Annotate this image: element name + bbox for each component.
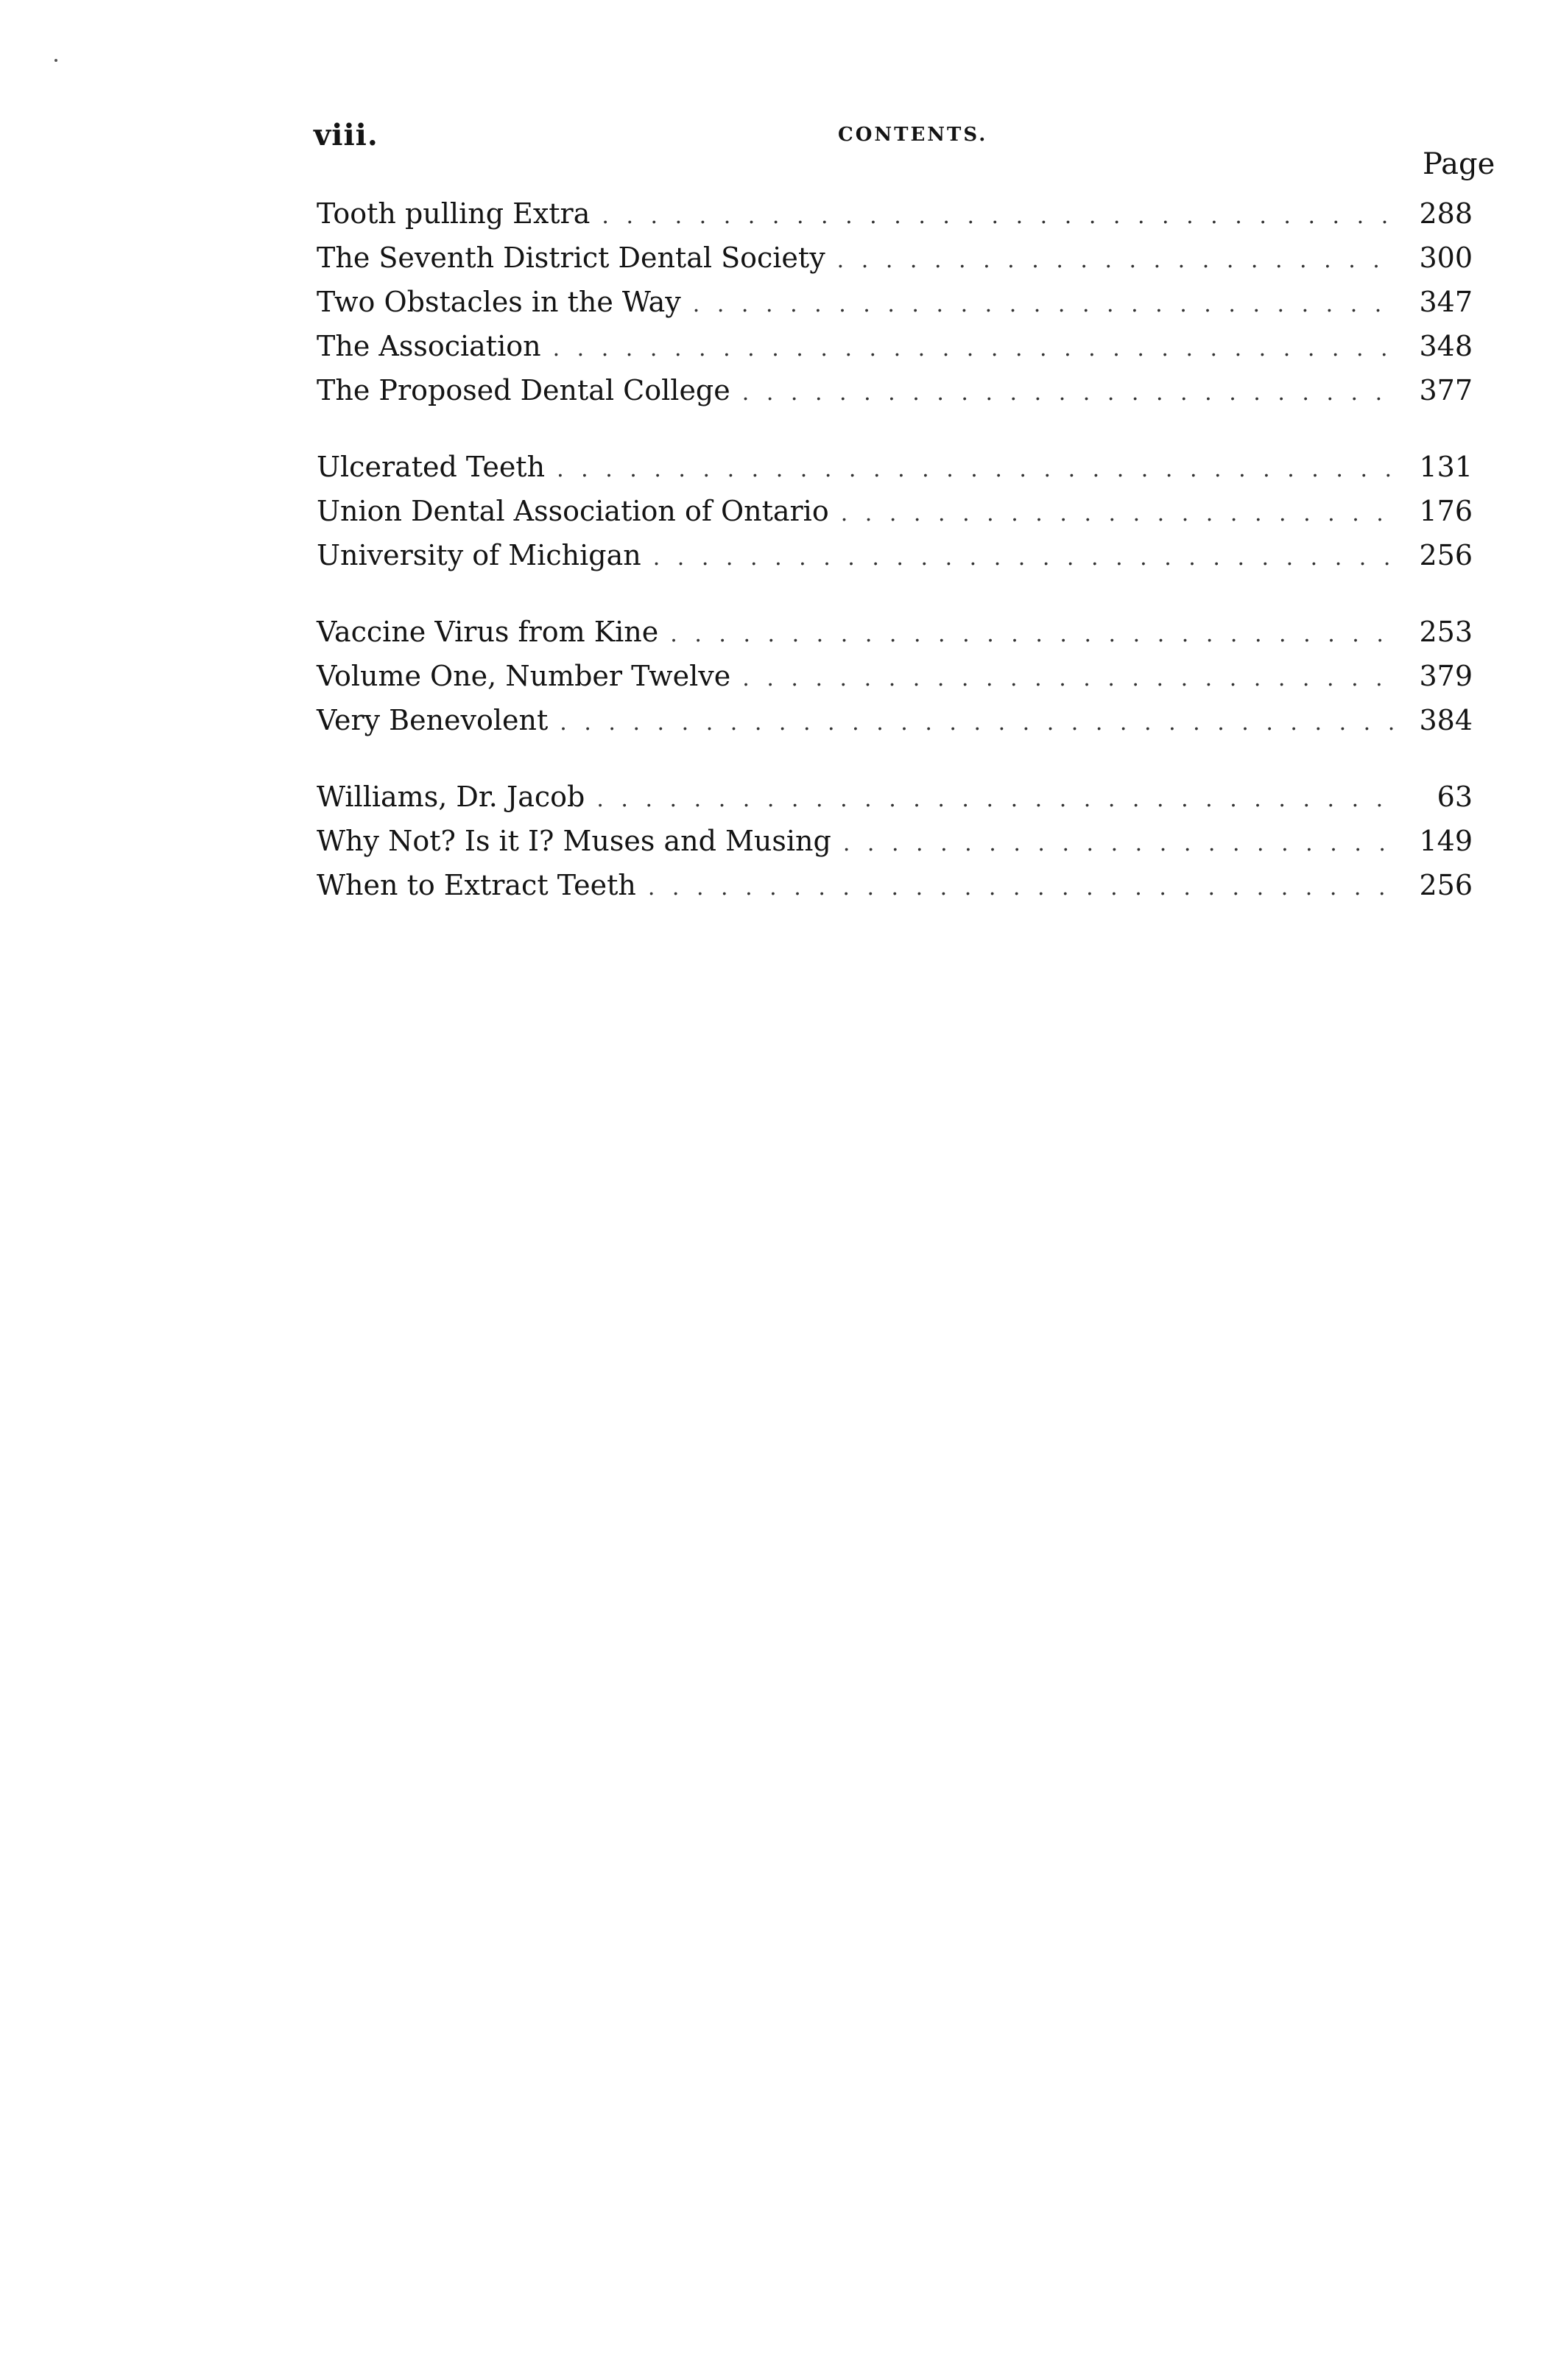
page-column-label: Page (1423, 147, 1495, 181)
entry-title: Vaccine Virus from Kine (317, 616, 659, 648)
dot-leader (693, 292, 1399, 317)
contents-group (317, 451, 1473, 583)
entry-title: The Seventh District Dental Society (317, 242, 825, 274)
entry-title: Tooth pulling Extra (317, 197, 591, 230)
entry-title: Williams, Dr. Jacob (317, 781, 585, 813)
entry-page-number: 176 (1419, 495, 1473, 527)
contents-entry (317, 242, 1473, 286)
running-head: CONTENTS. (838, 124, 988, 146)
dot-leader (742, 380, 1399, 406)
entry-title: Why Not? Is it I? Muses and Musing (317, 825, 831, 857)
contents-entry (317, 616, 1473, 660)
entry-title: The Proposed Dental College (317, 374, 730, 406)
dot-leader (843, 831, 1399, 856)
contents-list (317, 197, 1473, 946)
entry-page-number: 253 (1419, 616, 1473, 648)
entry-page-number: 347 (1419, 286, 1473, 318)
contents-group (317, 616, 1473, 748)
entry-title: University of Michigan (317, 539, 641, 571)
entry-title: Ulcerated Teeth (317, 451, 546, 483)
contents-entry (317, 495, 1473, 539)
contents-group (317, 197, 1473, 418)
dot-leader (553, 336, 1399, 362)
contents-entry (317, 869, 1473, 913)
entry-title: Very Benevolent (317, 704, 549, 736)
print-speck (54, 59, 57, 62)
entry-title: Two Obstacles in the Way (317, 286, 681, 318)
entry-page-number: 348 (1419, 330, 1473, 362)
contents-entry (317, 660, 1473, 704)
contents-entry (317, 374, 1473, 418)
entry-title: When to Extract Teeth (317, 869, 636, 901)
entry-page-number: 377 (1419, 374, 1473, 406)
contents-entry (317, 825, 1473, 869)
entry-title: Volume One, Number Twelve (317, 660, 731, 692)
dot-leader (837, 247, 1399, 273)
contents-entry (317, 286, 1473, 330)
entry-page-number: 149 (1419, 825, 1473, 857)
dot-leader (670, 622, 1399, 647)
dot-leader (560, 710, 1399, 736)
entry-page-number: 256 (1419, 869, 1473, 901)
contents-group (317, 781, 1473, 913)
contents-entry (317, 539, 1473, 583)
entry-page-number: 131 (1419, 451, 1473, 483)
entry-page-number: 379 (1419, 660, 1473, 692)
dot-leader (557, 457, 1399, 482)
entry-page-number: 300 (1419, 242, 1473, 274)
page-folio: viii. (314, 118, 378, 152)
dot-leader (602, 203, 1399, 229)
contents-entry (317, 704, 1473, 748)
dot-leader (742, 666, 1399, 691)
dot-leader (648, 875, 1399, 901)
contents-entry (317, 197, 1473, 242)
entry-title: Union Dental Association of Ontario (317, 495, 829, 527)
entry-page-number: 384 (1419, 704, 1473, 736)
contents-entry (317, 330, 1473, 374)
dot-leader (841, 501, 1399, 527)
entry-page-number: 288 (1419, 197, 1473, 230)
dot-leader (653, 545, 1399, 571)
contents-entry (317, 451, 1473, 495)
dot-leader (596, 786, 1399, 812)
entry-title: The Association (317, 330, 541, 362)
contents-entry (317, 781, 1473, 825)
entry-page-number: 63 (1437, 781, 1473, 813)
entry-page-number: 256 (1419, 539, 1473, 571)
